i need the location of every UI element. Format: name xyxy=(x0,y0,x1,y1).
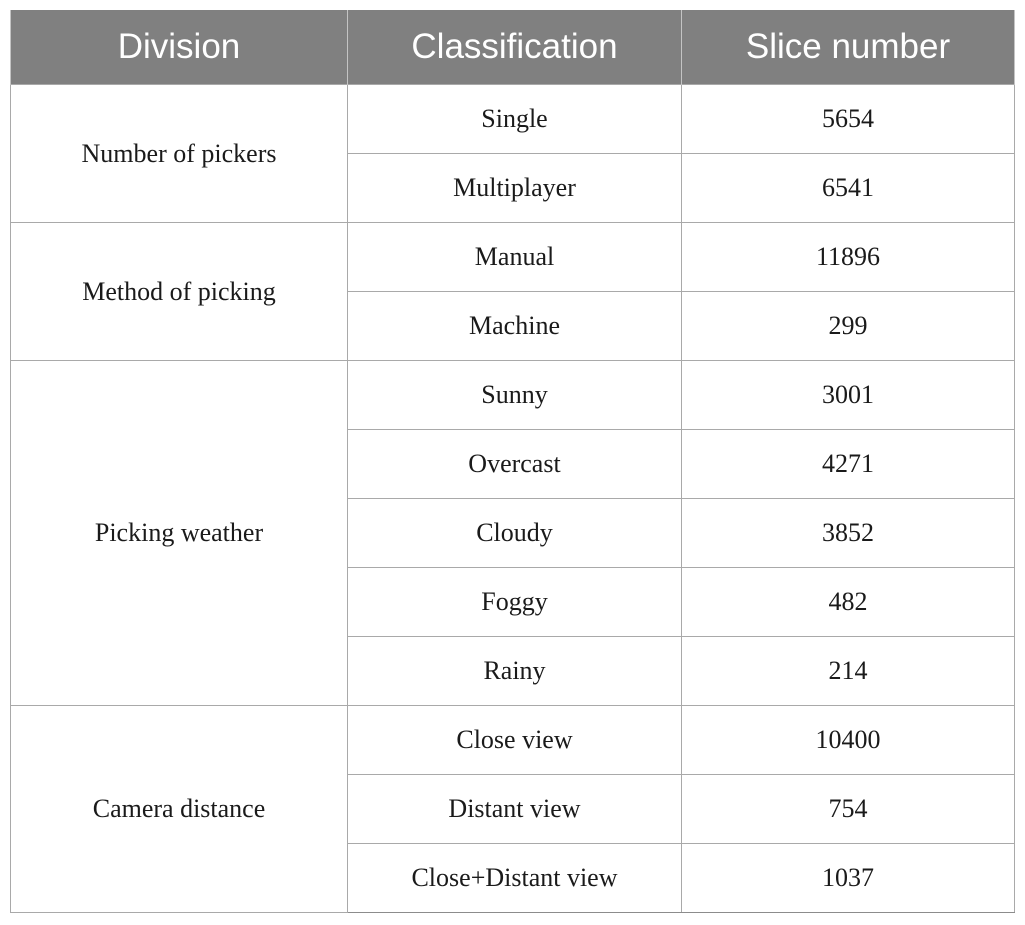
table-row xyxy=(11,85,1015,154)
slice-number-cell: 754 xyxy=(682,775,1015,844)
classification-cell: Close view xyxy=(348,706,682,775)
slice-number-cell: 11896 xyxy=(682,223,1015,292)
slice-number-cell: 4271 xyxy=(682,430,1015,499)
table-row xyxy=(11,223,1015,292)
division-cell: Picking weather xyxy=(11,361,348,706)
slice-number-cell: 1037 xyxy=(682,844,1015,913)
classification-cell: Single xyxy=(348,85,682,154)
classification-cell: Sunny xyxy=(348,361,682,430)
header-division: Division xyxy=(11,10,348,85)
classification-cell: Distant view xyxy=(348,775,682,844)
slice-number-cell: 482 xyxy=(682,568,1015,637)
slice-number-cell: 3001 xyxy=(682,361,1015,430)
division-cell: Camera distance xyxy=(11,706,348,913)
classification-cell: Cloudy xyxy=(348,499,682,568)
slice-number-cell: 214 xyxy=(682,637,1015,706)
table-row xyxy=(11,361,1015,430)
header-row xyxy=(11,10,1015,85)
slice-number-cell: 6541 xyxy=(682,154,1015,223)
slice-number-cell: 10400 xyxy=(682,706,1015,775)
classification-cell: Overcast xyxy=(348,430,682,499)
classification-cell: Multiplayer xyxy=(348,154,682,223)
division-cell: Number of pickers xyxy=(11,85,348,223)
classification-cell: Machine xyxy=(348,292,682,361)
classification-cell: Rainy xyxy=(348,637,682,706)
slice-number-cell: 3852 xyxy=(682,499,1015,568)
classification-cell: Close+Distant view xyxy=(348,844,682,913)
table-row xyxy=(11,706,1015,775)
classification-cell: Manual xyxy=(348,223,682,292)
data-table xyxy=(10,10,1015,913)
slice-number-cell: 299 xyxy=(682,292,1015,361)
header-slice-number: Slice number xyxy=(682,10,1015,85)
header-classification: Classification xyxy=(348,10,682,85)
division-cell: Method of picking xyxy=(11,223,348,361)
slice-number-cell: 5654 xyxy=(682,85,1015,154)
classification-cell: Foggy xyxy=(348,568,682,637)
